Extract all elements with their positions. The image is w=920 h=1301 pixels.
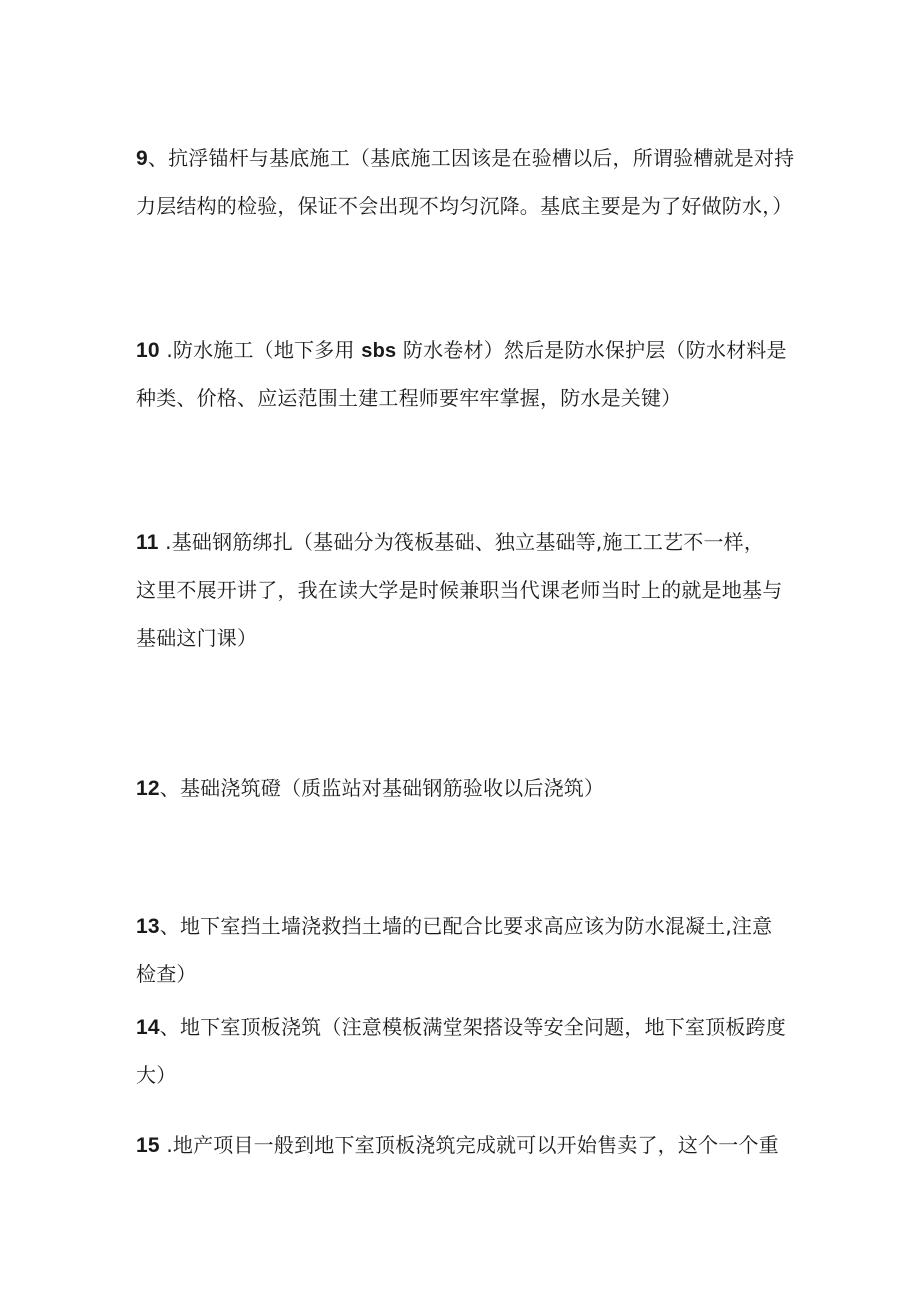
line-text: 检查）	[136, 962, 197, 986]
item-number: 11	[136, 531, 159, 554]
item-number: 9	[136, 147, 148, 170]
line-text: 力层结构的检验，保证不会出现不均匀沉降。基底主要是为了好做防水，）	[136, 194, 793, 218]
line-text: 、基础浇筑磴（质监站对基础钢筋验收以后浇筑）	[159, 776, 605, 800]
line-text: 、地下室挡土墙浇救挡土墙的已配合比要求高应该为防水混凝土,注意	[159, 914, 773, 938]
item-number: 14	[136, 1016, 160, 1039]
line-text: .防水施工（地下多用	[159, 338, 362, 362]
line-text: 这里不展开讲了，我在读大学是时候兼职当代课老师当时上的就是地基与	[136, 578, 783, 602]
paragraph-line	[136, 902, 796, 950]
paragraph-14	[136, 1003, 796, 1099]
paragraph-9	[136, 134, 796, 230]
paragraph-12	[136, 764, 796, 812]
paragraph-line	[136, 518, 796, 566]
paragraph-10	[136, 326, 796, 422]
paragraph-line	[136, 326, 796, 374]
item-number: 10	[136, 339, 160, 362]
item-number: 12	[136, 777, 160, 800]
item-number: 15	[136, 1134, 160, 1157]
item-number: 13	[136, 915, 160, 938]
paragraph-line	[136, 134, 796, 182]
bold-term: sbs	[361, 340, 397, 362]
line-text: .地产项目一般到地下室顶板浇筑完成就可以开始售卖了，这个一个重	[159, 1133, 779, 1157]
paragraph-line	[136, 1121, 796, 1169]
line-text: 基础这门课）	[136, 626, 258, 650]
line-text: 种类、价格、应运范围土建工程师要牢牢掌握，防水是关键）	[136, 386, 682, 410]
paragraph-line	[136, 764, 796, 812]
line-text: 防水卷材）然后是防水保护层（防水材料是	[396, 338, 787, 362]
line-text: 、地下室顶板浇筑（注意模板满堂架搭设等安全问题，地下室顶板跨度	[159, 1015, 786, 1039]
paragraph-15	[136, 1121, 796, 1169]
paragraph-13	[136, 902, 796, 998]
line-text: 、抗浮锚杆与基底施工（基底施工因该是在验槽以后，所谓验槽就是对持	[147, 146, 795, 170]
paragraph-11	[136, 518, 796, 662]
line-text: 大）	[136, 1063, 177, 1087]
paragraph-line	[136, 1003, 796, 1051]
line-text: .基础钢筋绑扎（基础分为筏板基础、独立基础等,施工工艺不一样，	[158, 530, 765, 554]
